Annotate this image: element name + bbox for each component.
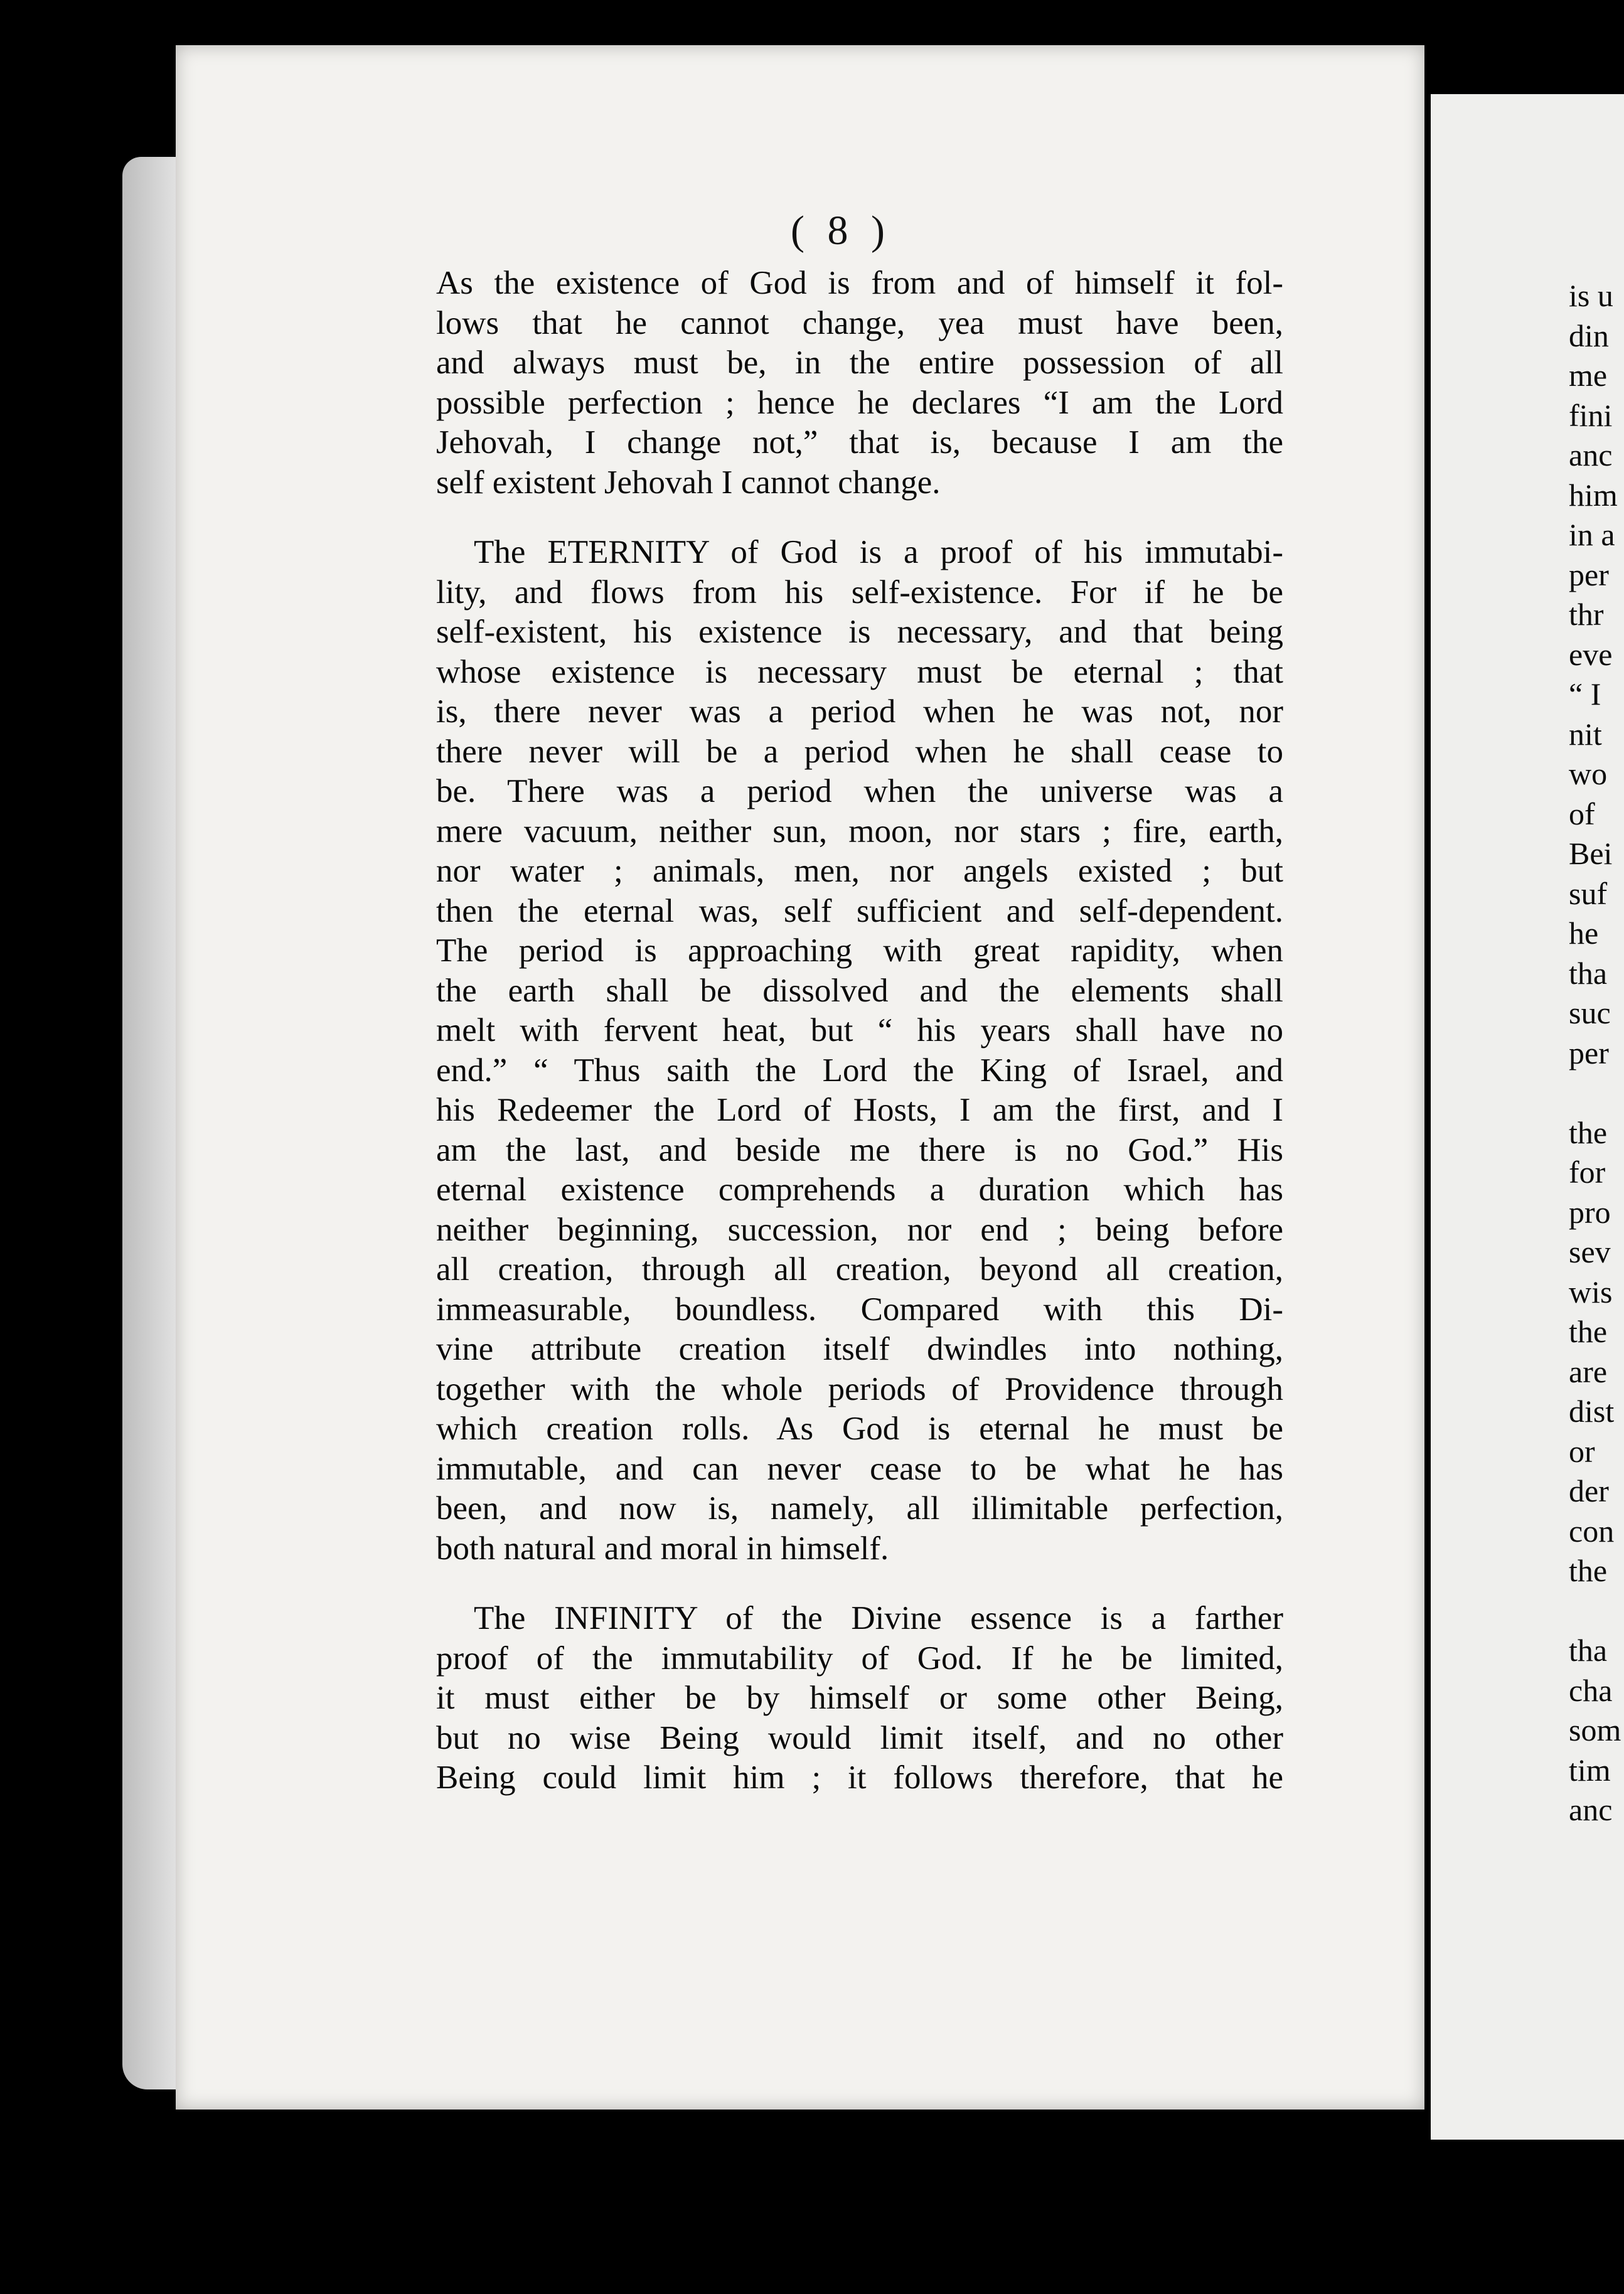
facing-page-fragment: din (1569, 317, 1609, 353)
page-number: ( 8 ) (791, 208, 891, 253)
facing-page-fragment: anc (1569, 1792, 1613, 1827)
text-line: The period is approaching with great rapidity, when (436, 932, 1283, 969)
facing-page-fragment: wo (1569, 756, 1608, 791)
facing-page-fragment: anc (1569, 437, 1613, 472)
page-body (436, 264, 1283, 1828)
facing-page-fragment: tim (1569, 1752, 1611, 1788)
facing-page-fragment: in a (1569, 517, 1615, 552)
text-line: be. There was a period when the universe was a (436, 773, 1283, 809)
text-line: immeasurable, boundless. Compared with this Di- (436, 1291, 1283, 1328)
text-line: Being could limit him ; it follows therefore, that he (436, 1759, 1283, 1796)
text-line: vine attribute creation itself dwindles into nothing, (436, 1331, 1283, 1367)
facing-page-fragment: som (1569, 1712, 1621, 1747)
facing-page-fragment: thr (1569, 597, 1604, 632)
facing-page-fragment: suf (1569, 875, 1608, 911)
facing-page-fragment: he (1569, 915, 1599, 951)
facing-page-fragment: me (1569, 358, 1608, 393)
facing-page-fragment: con (1569, 1513, 1615, 1549)
text-line: and always must be, in the entire possession of all (436, 344, 1283, 381)
text-line: all creation, through all creation, beyond all creation, (436, 1251, 1283, 1288)
text-line: eternal existence comprehends a duration which has (436, 1171, 1283, 1208)
text-line: am the last, and beside me there is no God.” His (436, 1131, 1283, 1168)
text-line: proof of the immutability of God. If he be limited, (436, 1640, 1283, 1677)
text-line: lows that he cannot change, yea must have been, (436, 304, 1283, 341)
facing-page-fragment (1569, 1073, 1624, 1113)
text-line: end.” “ Thus saith the Lord the King of Israel, and (436, 1052, 1283, 1089)
paragraph-1 (436, 264, 1283, 503)
facing-page-fragment: Bei (1569, 836, 1613, 871)
text-line: his Redeemer the Lord of Hosts, I am the first, and I (436, 1092, 1283, 1128)
text-line: which creation rolls. As God is eternal he must be (436, 1411, 1283, 1447)
facing-page-fragment: fini (1569, 397, 1613, 433)
text-line: then the eternal was, self sufficient and self-dependent. (436, 892, 1283, 929)
paragraph-3 (436, 1599, 1283, 1798)
text-line: together with the whole periods of Providence through (436, 1370, 1283, 1407)
text-line: but no wise Being would limit itself, and no other (436, 1719, 1283, 1756)
text-line: melt with fervent heat, but “ his years shall have no (436, 1012, 1283, 1048)
text-line: As the existence of God is from and of himself it fol- (436, 265, 1283, 301)
facing-page-fragment: are (1569, 1353, 1608, 1389)
text-line: there never will be a period when he shall cease to (436, 733, 1283, 770)
paragraph-2 (436, 533, 1283, 1569)
facing-page-fragment: for (1569, 1155, 1606, 1190)
text-line: lity, and flows from his self-existence. For if he be (436, 574, 1283, 611)
facing-page-fragment: cha (1569, 1672, 1613, 1708)
facing-page-fragment: the (1569, 1314, 1608, 1349)
facing-page-fragment: tha (1569, 955, 1608, 991)
text-line: is, there never was a period when he was not, nor (436, 693, 1283, 730)
text-line: neither beginning, succession, nor end ; being before (436, 1211, 1283, 1248)
text-line: the earth shall be dissolved and the elements shall (436, 972, 1283, 1009)
facing-page-fragment: “ I (1569, 676, 1601, 712)
facing-page-fragment: dist (1569, 1394, 1615, 1429)
text-line: been, and now is, namely, all illimitable perfection, (436, 1490, 1283, 1527)
text-line: nor water ; animals, men, nor angels existed ; but (436, 853, 1283, 889)
text-line: both natural and moral in himself. (436, 1530, 889, 1567)
text-line: whose existence is necessary must be eternal ; that (436, 653, 1283, 690)
facing-page-fragment: per (1569, 557, 1609, 592)
facing-page-fragment: him (1569, 477, 1618, 513)
text-line: possible perfection ; hence he declares “I am the Lord (436, 384, 1283, 421)
facing-page-fragment: or (1569, 1433, 1595, 1469)
facing-page-fragment: eve (1569, 636, 1613, 672)
facing-page-fragment: per (1569, 1035, 1609, 1070)
facing-page-fragment: suc (1569, 995, 1611, 1030)
text-line: immutable, and can never cease to be what he has (436, 1450, 1283, 1487)
text-line: it must either be by himself or some other Being, (436, 1680, 1283, 1716)
facing-page-fragment: der (1569, 1473, 1609, 1508)
facing-page-fragment: nit (1569, 716, 1602, 752)
facing-page-fragment: is u (1569, 278, 1613, 313)
text-line: self existent Jehovah I cannot change. (436, 464, 941, 501)
facing-page-fragment: the (1569, 1114, 1608, 1150)
text-line: self-existent, his existence is necessary, and that being (436, 614, 1283, 650)
text-line: Jehovah, I change not,” that is, because I am the (436, 424, 1283, 461)
facing-page-fragment (1569, 1591, 1624, 1631)
facing-page-fragment: the (1569, 1553, 1608, 1588)
text-line: mere vacuum, neither sun, moon, nor stars ; fire, earth, (436, 813, 1283, 850)
text-line: The ETERNITY of God is a proof of his immutabi- (474, 534, 1283, 570)
facing-page-fragment: wis (1569, 1274, 1613, 1310)
text-line: The INFINITY of the Divine essence is a farther (474, 1600, 1283, 1636)
facing-page-fragment: tha (1569, 1633, 1608, 1668)
facing-page-fragment: sev (1569, 1234, 1611, 1269)
facing-page-fragment: of (1569, 796, 1595, 831)
facing-page-text (1569, 276, 1624, 1830)
facing-page-fragment: pro (1569, 1194, 1611, 1230)
